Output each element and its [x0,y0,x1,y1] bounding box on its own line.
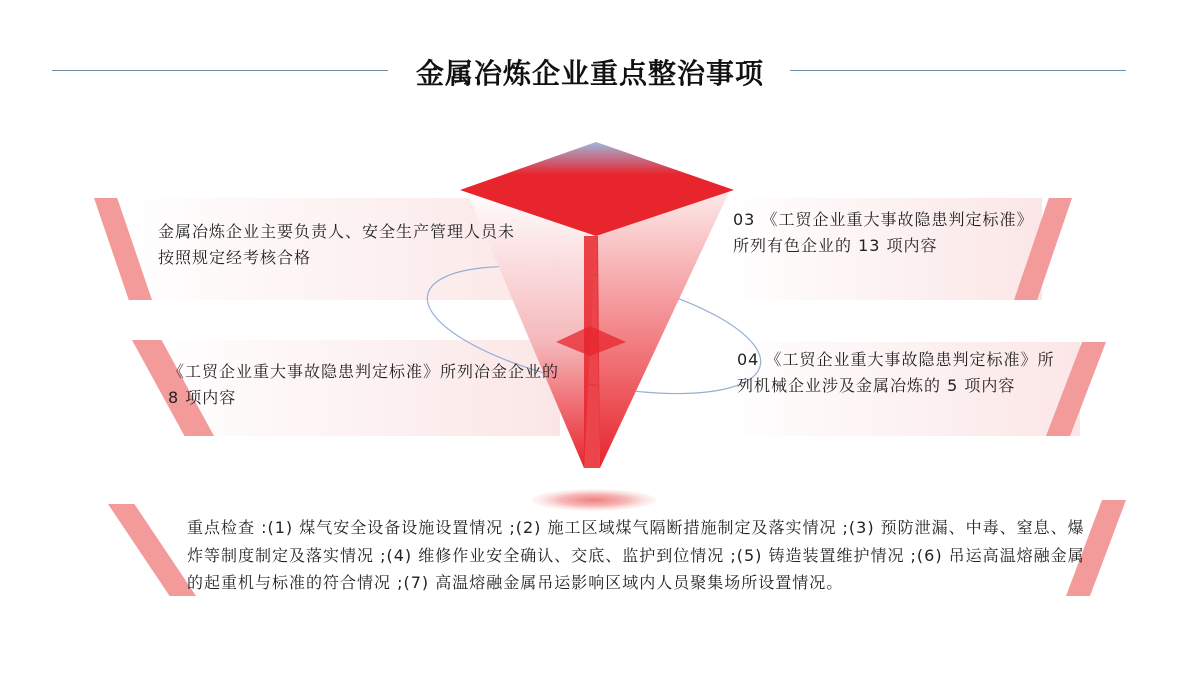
item-02-label: 《工贸企业重大事故隐患判定标准》所列冶金企业的 8 项内容 [168,362,560,407]
focus-check-text: 重点检查 :(1) 煤气安全设备设施设置情况 ;(2) 施工区域煤气隔断措施制定及落实情况 ;(3) 预防泄漏、中毒、窒息、爆炸等制度制定及落实情况 ;(4) 维修作业安全确认、交底、监护到位情况 ;(5) 铸造装置维护情况 ;(6) 吊运高温熔融金属的起重机与标准的符合情况 ;(7) 高温熔融金属吊运影响区域内人员聚集场所设置情况。 [187,518,1085,592]
item-04-number: 04 [737,350,760,369]
item-04-label: 《工贸企业重大事故隐患判定标准》所列机械企业涉及金属冶炼的 5 项内容 [737,350,1055,395]
item-01-text [158,219,520,271]
item-02-text [168,359,564,411]
page-title: 金属冶炼企业重点整治事项 [415,57,764,90]
item-03-text [733,207,1029,259]
item-01-label: 金属冶炼企业主要负责人、安全生产管理人员未按照规定经考核合格 [158,222,516,267]
item-03-label: 《工贸企业重大事故隐患判定标准》所列有色企业的 13 项内容 [733,210,1026,255]
item-04-text [737,347,1057,399]
item-03-number: 03 [733,210,756,229]
cone-base-glow [532,489,656,511]
